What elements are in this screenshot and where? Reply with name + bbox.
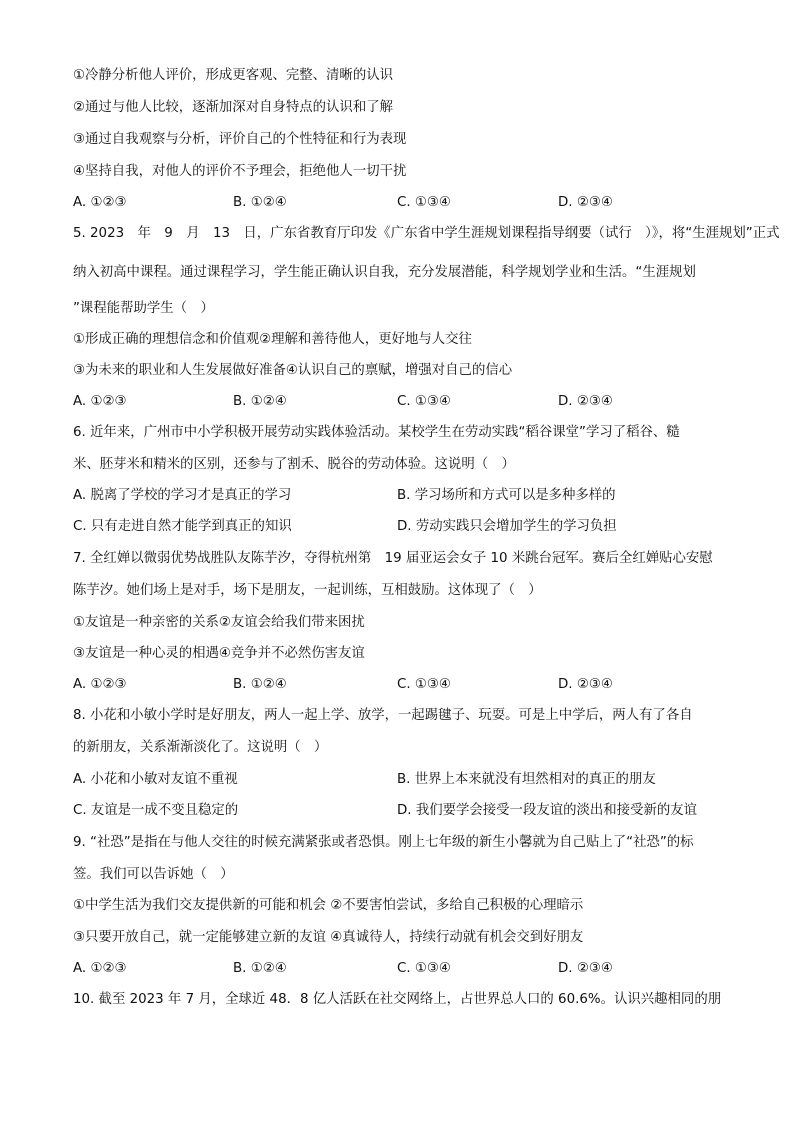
q8-stem-line2: 的新朋友，关系渐渐淡化了。这说明（ ）: [73, 740, 328, 755]
q4-option-c: C. ①③④: [397, 195, 451, 210]
q7-option-d: D. ②③④: [558, 677, 613, 692]
q5-option-c: C. ①③④: [397, 394, 451, 409]
q7-stem-line2: 陈芋汐。她们场上是对手，场下是朋友，一起训练，互相鼓励。这体现了（ ）: [73, 583, 542, 598]
q7-option-b: B. ①②④: [233, 677, 287, 692]
statement-1: ①冷静分析他人评价，形成更客观、完整、清晰的认识: [73, 68, 393, 83]
q6-option-c: C. 只有走进自然才能学到真正的知识: [73, 519, 292, 534]
q4-option-d: D. ②③④: [558, 195, 613, 210]
q7-option-c: C. ①③④: [397, 677, 451, 692]
q5-stem-line3: ”课程能帮助学生（ ）: [73, 301, 214, 316]
q6-option-b: B. 学习场所和方式可以是多种多样的: [397, 488, 616, 503]
q5-option-a: A. ①②③: [73, 394, 127, 409]
q5-statements-2: ③为未来的职业和人生发展做好准备④认识自己的禀赋，增强对自己的信心: [73, 363, 513, 378]
q5-option-b: B. ①②④: [233, 394, 287, 409]
q5-stem-line2: 纳入初高中课程。通过课程学习，学生能正确认识自我，充分发展潜能，科学规划学业和生活。“生涯规划: [73, 265, 696, 280]
q8-option-a: A. 小花和小敏对友谊不重视: [73, 772, 238, 787]
q8-option-b: B. 世界上本来就没有坦然相对的真正的朋友: [397, 772, 656, 787]
q6-option-d: D. 劳动实践只会增加学生的学习负担: [397, 519, 617, 534]
q9-statements-1: ①中学生活为我们交友提供新的可能和机会 ②不要害怕尝试，多给自己积极的心理暗示: [73, 898, 584, 913]
q4-option-b: B. ①②④: [233, 195, 287, 210]
q9-statements-2: ③只要开放自己，就一定能够建立新的友谊 ④真诚待人，持续行动就有机会交到好朋友: [73, 930, 584, 945]
q6-stem-line2: 米、胚芽米和精米的区别，还参与了割禾、脱谷的劳动体验。这说明（ ）: [73, 457, 515, 472]
q7-stem-line1: 7. 全红婵以微弱优势战胜队友陈芋汐，夺得杭州第 19 届亚运会女子 10 米跳台冠军。赛后全红婵贴心安慰: [73, 551, 713, 566]
q7-statements-2: ③友谊是一种心灵的相遇④竞争并不必然伤害友谊: [73, 646, 365, 661]
q8-option-c: C. 友谊是一成不变且稳定的: [73, 803, 239, 818]
q7-statements-1: ①友谊是一种亲密的关系②友谊会给我们带来困扰: [73, 615, 365, 630]
q9-option-b: B. ①②④: [233, 961, 287, 976]
q7-option-a: A. ①②③: [73, 677, 127, 692]
q6-option-a: A. 脱离了学校的学习才是真正的学习: [73, 488, 292, 503]
q9-stem-line1: 9. “社恐”是指在与他人交往的时候充满紧张或者恐惧。刚上七年级的新生小馨就为自己贴上了“社恐”的标: [73, 835, 694, 850]
q10-stem-line1: 10. 截至 2023 年 7 月，全球近 48．8 亿人活跃在社交网络上，占世界总人口的 60.6%。认识兴趣相同的朋: [73, 992, 722, 1007]
statement-4: ④坚持自我，对他人的评价不予理会，拒绝他人一切干扰: [73, 164, 407, 179]
q9-option-a: A. ①②③: [73, 961, 127, 976]
q5-statements-1: ①形成正确的理想信念和价值观②理解和善待他人，更好地与人交往: [73, 332, 472, 347]
q6-stem-line1: 6. 近年来，广州市中小学积极开展劳动实践体验活动。某校学生在劳动实践“稻谷课堂”学习了稻谷、糙: [73, 425, 680, 440]
q9-option-d: D. ②③④: [558, 961, 613, 976]
statement-3: ③通过自我观察与分析，评价自己的个性特征和行为表现: [73, 132, 407, 147]
q9-stem-line2: 签。我们可以告诉她（ ）: [73, 867, 234, 882]
q5-stem-line1: 5. 2023 年 9 月 13 日，广东省教育厅印发《广东省中学生涯规划课程指导纲要（试行 ）》，将“生涯规划”正式: [73, 226, 780, 241]
q5-option-d: D. ②③④: [558, 394, 613, 409]
q8-option-d: D. 我们要学会接受一段友谊的淡出和接受新的友谊: [397, 803, 698, 818]
q8-stem-line1: 8. 小花和小敏小学时是好朋友，两人一起上学、放学，一起踢毽子、玩耍。可是上中学后，两人有了各自: [73, 708, 693, 723]
statement-2: ②通过与他人比较，逐渐加深对自身特点的认识和了解: [73, 100, 393, 115]
q9-option-c: C. ①③④: [397, 961, 451, 976]
q4-option-a: A. ①②③: [73, 195, 127, 210]
